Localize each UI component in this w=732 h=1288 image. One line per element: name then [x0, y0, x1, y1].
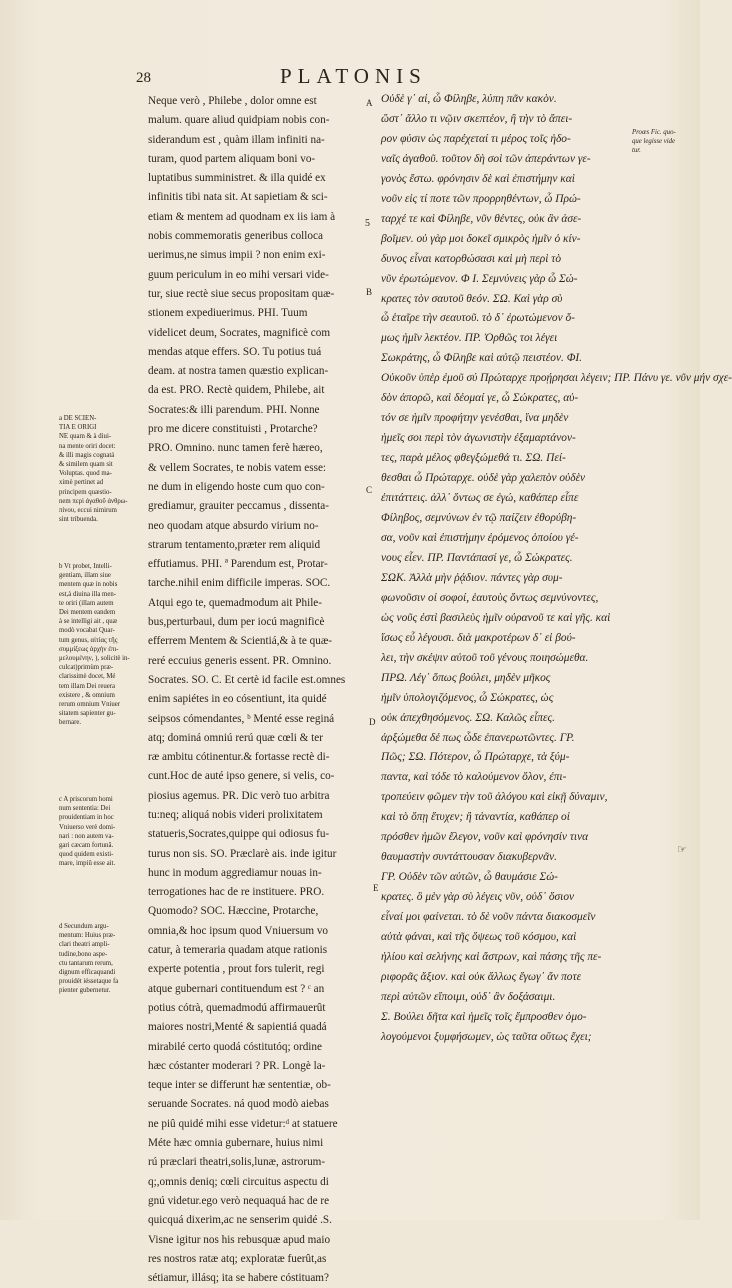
- greek-note-line: tur.: [632, 147, 641, 154]
- margin-note-line: b Vt probet, Intelli-: [59, 563, 112, 570]
- margin-note-line: tudine,bono aspe-: [59, 950, 108, 958]
- pointing-hand-icon: ☞: [677, 844, 687, 856]
- margin-note-line: gari cæcam fortunâ.: [59, 842, 114, 850]
- running-title: PLATONIS: [280, 64, 427, 88]
- latin-line: enim sapiétes in eo cósentiunt, ita quidé: [148, 693, 327, 706]
- page-number: 28: [136, 70, 151, 86]
- greek-line: ΓΡ. Οὐδὲν τῶν αὐτῶν, ὦ θαυμάσιε Σώ-: [381, 871, 558, 884]
- margin-note-line: num sententia: Dei: [59, 805, 111, 813]
- latin-line: seipsos cómendantes, ᵇ Menté esse reginá: [148, 712, 335, 725]
- greek-line: τες, παρὰ μέλος φθεγξώμεθά τι. ΣΩ. Πεί-: [381, 452, 566, 465]
- latin-line: Socrates. SO. C. Et certè id facile est.omnes: [148, 673, 346, 686]
- greek-line: φωνοῦσιν οἱ σοφοί, ἑαυτοὺς ὄντως σεμνύνοντες,: [381, 591, 599, 604]
- latin-line: Socrates:& illi parendum. PHI. Nonne: [148, 403, 320, 416]
- greek-line: θεσθαι ὦ Πρώταρχε. οὐδὲ γὰρ χαλεπὸν οὐδὲν: [381, 472, 586, 485]
- greek-line: αὐτὰ φάναι, καὶ τῆς ὄψεως τοῦ κόσμου, καὶ: [381, 931, 577, 944]
- latin-line: piosius agemus. PR. Dic verò tuo arbitra: [148, 789, 330, 802]
- greek-line: καὶ τὸ ὅπῃ ἔτυχεν; ἢ τἀναντία, καθάπερ οἱ: [381, 811, 570, 824]
- latin-line: tu:neq; aliquá nobis videri prolixitatem: [148, 808, 323, 821]
- margin-note-line: quod quidem existi-: [59, 851, 114, 859]
- latin-line: etiam & mentem ad quodnam ex iis iam à: [148, 210, 336, 223]
- latin-line: turam, quod partem aliquam boni vo-: [148, 152, 316, 165]
- greek-line: ἡλίου καὶ σελήνης καὶ ἄστρων, καὶ πάσης τῆς πε-: [381, 950, 602, 963]
- margin-note-line: & illi magis cognatá: [59, 451, 115, 459]
- latin-line: sétiamur, illásq; ita se habere cóstituam?: [148, 1272, 329, 1285]
- latin-line: deam. at nostra tamen quæstio explican-: [148, 365, 329, 378]
- greek-line: δὸν ἀπορῶ, καὶ δέομαί γε, ὦ Σώκρατες, αὐ-: [381, 392, 579, 405]
- margin-note-line: gentiam, illam siue: [59, 572, 111, 580]
- margin-note-line: pienter gubernetur.: [59, 987, 111, 995]
- greek-margin-note: [632, 128, 696, 155]
- latin-line: Méte hæc omnia gubernare, huius nimi: [148, 1137, 324, 1150]
- latin-line: catur, à temeraria quadam atque rationis: [148, 944, 328, 957]
- margin-note-line: TIA E ORIGI: [59, 424, 97, 432]
- latin-line: luptatibus sumministret. & illa quidé ex: [148, 172, 326, 185]
- latin-line: & vellem Socrates, te nobis vatem esse:: [148, 461, 327, 474]
- greek-line: λει, τὴν σκέψιν αὐτοῦ τοῦ γένους ποιησώμεθα.: [381, 651, 589, 664]
- greek-line: λογούμενοι ξυμφήσωμεν, ὡς ταῦτα οὕτως ἔχει;: [381, 1030, 592, 1043]
- latin-line: maiores nostri,Menté & sapientiá quadá: [148, 1021, 327, 1034]
- latin-line: gnú videtur.ego verò nequaquá hac de re: [148, 1194, 330, 1207]
- margin-note-line: tem illam Dei reuera: [59, 682, 116, 690]
- margin-note-line: mentum: Huius præ-: [59, 932, 116, 940]
- greek-line: νοῦν εἰς τί ποτε τῶν προρρηθέντων, ὦ Πρώ-: [381, 192, 581, 205]
- latin-line: Quomodo? SOC. Hæccine, Protarche,: [148, 905, 319, 918]
- latin-line: uerimus,ne simus impii ? non enim exi-: [148, 249, 326, 262]
- latin-line: omnia,& hoc ipsum quod Vniuersum vo: [148, 924, 329, 937]
- latin-line: Atqui ego te, quemadmodum ait Phile-: [148, 596, 322, 609]
- greek-line: ὡς νοῦς ἐστὶ βασιλεὺς ἡμῖν οὐρανοῦ τε καὶ γῆς. καὶ: [381, 611, 611, 624]
- margin-note-line: tum genus, αἰτίας τῆς: [59, 636, 118, 644]
- margin-note-line: c A priscorum homi: [59, 796, 113, 803]
- greek-line: ταρχέ τε καὶ Φίληβε, νῦν θέντες, οὐκ ἂν ἀσε-: [381, 212, 582, 225]
- greek-line: κρατες τὸν σαυτοῦ θεόν. ΣΩ. Καὶ γὰρ σὺ: [381, 292, 563, 305]
- greek-line: τροπεύειν φῶμεν τὴν τοῦ ἀλόγου καὶ εἰκῇ δύναμιν,: [381, 791, 608, 804]
- greek-line: σα, νοῦν καὶ ἐπιστήμην ἐρόμενος ὁποίου γέ-: [381, 531, 579, 544]
- greek-line: γονὸς ἔστω. φρόνησιν δὲ καὶ ἐπιστήμην καὶ: [381, 172, 575, 185]
- margin-note-d: [59, 922, 146, 996]
- margin-note-line: prouidét iéssetaque fa: [59, 978, 119, 986]
- latin-line: ræ ambitu cótinentur.& fortasse rectè di-: [148, 751, 330, 764]
- greek-line: μως ἡμῖν λεκτέον. ΠΡ. Ὀρθῶς τοι λέγει: [381, 332, 558, 345]
- latin-line: reré eccuius generis essent. PR. Omnino.: [148, 654, 332, 667]
- margin-note-line: dignum efficaquandi: [59, 969, 116, 977]
- latin-line: potius cótrà, quemadmodú affirmauerût: [148, 1001, 326, 1014]
- greek-line: ἡμεῖς σοι περὶ τὸν ἀγωνιστὴν ἐξαμαρτάνον-: [381, 432, 576, 445]
- latin-line: teque inter se differunt hæ sententiæ, ob-: [148, 1079, 331, 1092]
- latin-line: guum periculum in eo mihi versari vide-: [148, 268, 329, 281]
- margin-note-line: nem περὶ ἀγαθοῦ ἀνθρω-: [59, 497, 128, 505]
- margin-note-line: sint tribuenda.: [59, 516, 98, 524]
- latin-line: hunc in modum aggrediamur nouas in-: [148, 866, 322, 879]
- latin-line: effutiamus. PHI. ª Parendum est, Protar-: [148, 558, 328, 571]
- latin-line: pro me dicere constituisti , Protarche?: [148, 423, 318, 436]
- latin-line: nobis commemoratis generibus colloca: [148, 230, 323, 243]
- margin-note-line: nari : non autem va-: [59, 832, 114, 840]
- greek-line: ὥστ᾽ ἄλλο τι νῷιν σκεπτέον, ἢ τὴν τὸ ἄπει-: [381, 112, 573, 125]
- latin-line: PRO. Omnino. nunc tamen ferè hæreo,: [148, 442, 323, 455]
- latin-line: mendas atque effers. SO. Tu potius tuá: [148, 345, 322, 358]
- latin-line: efferrem Mentem & Scientiá,& à te quæ-: [148, 635, 333, 648]
- greek-line: Οὐδὲ γ᾽ αἱ, ὦ Φίληβε, λύπη πᾶν κακὸν.: [381, 93, 557, 105]
- greek-line: νους εἶεν. ΠΡ. Παντάπασί γε, ὦ Σώκρατες.: [381, 551, 573, 564]
- latin-line: mirabilé certo quodá cóstitutóq; ordine: [148, 1040, 322, 1053]
- margin-note-b: [59, 562, 146, 728]
- greek-line: οὐκ ἀπεχθησόμενος. ΣΩ. Καλῶς εἶπες.: [381, 711, 555, 724]
- margin-note-line: sitatem sapienter gu-: [59, 710, 116, 718]
- latin-line: tarche.nihil enim difficile imperas. SOC.: [148, 577, 331, 590]
- section-letter-e: E: [373, 883, 379, 893]
- margin-note-line: d Secundum argu-: [59, 923, 109, 930]
- latin-line: ne dum in eligendo hoste cum quo con-: [148, 480, 325, 493]
- latin-line: bus,perturbaui, dum per iocú magnificè: [148, 616, 325, 629]
- greek-line: κρατες. ὃ μὲν γὰρ σὺ λέγεις νῦν, οὐδ᾽ ὅσιον: [381, 891, 575, 904]
- greek-note-line: Proæs Fic. quo-: [632, 129, 676, 136]
- latin-line: atq; dominá omniú rerú quæ cœli & ter: [148, 731, 323, 744]
- latin-line: atque gubernari contituendum est ? ᶜ an: [148, 982, 325, 995]
- latin-line: ne piû quidé mihi esse videtur:ᵈ at statuere: [148, 1117, 338, 1130]
- latin-line: Neque verò , Philebe , dolor omne est: [148, 95, 317, 107]
- margin-note-line: πίνου, eccui nimirum: [59, 507, 117, 515]
- greek-line: ἀρξώμεθα δέ πως ὧδε ἐπανερωτῶντες. ΓΡ.: [381, 731, 575, 744]
- latin-line: experte potentia , prout fors tulerit, regi: [148, 963, 325, 976]
- greek-line: ριφορᾶς ἄξιον. καὶ οὐκ ἄλλως ἔγωγ᾽ ἄν ποτε: [381, 970, 582, 983]
- greek-line: πρόσθεν ἡμῶν ἔλεγον, νοῦν καὶ φρόνησίν τινα: [381, 831, 589, 844]
- margin-note-line: te oriri (illam autem: [59, 599, 114, 607]
- margin-note-c: [59, 795, 146, 869]
- greek-line: περὶ αὐτῶν εἴποιμι, οὐδ᾽ ἂν δοξάσαιμι.: [381, 990, 556, 1003]
- margin-note-line: mare, impiû esse ait.: [59, 860, 116, 868]
- margin-note-line: & similem quam sit: [59, 461, 113, 469]
- greek-line: δυνος εἶναι κατορθώσασι καὶ μὴ περὶ τὸ: [381, 252, 562, 265]
- section-letter-a: A: [366, 98, 373, 108]
- margin-note-line: modò vocabat Quar-: [59, 627, 115, 635]
- latin-line: malum. quare aliud quidpiam nobis con-: [148, 114, 330, 127]
- margin-note-line: principem quæstio-: [59, 488, 112, 496]
- margin-note-line: na mente oriri docet:: [59, 442, 116, 450]
- margin-note-line: existere , & omnium: [59, 691, 115, 699]
- latin-line: grediamur, grauiter peccamus , dissenta-: [148, 500, 329, 513]
- margin-note-line: συμμίξεως ἀρχὴν ἐπι-: [59, 645, 119, 653]
- latin-line: statueris,Socrates,quippe qui odiosus fu-: [148, 828, 330, 841]
- greek-line: ἐπιτάττεις. ἀλλ᾽ ὄντως σε ἐγώ, καθάπερ εἶπε: [381, 492, 579, 505]
- margin-note-line: mentem quæ in nobis: [59, 581, 118, 589]
- margin-note-line: Vniuerso verè domi-: [59, 823, 116, 831]
- latin-line: hæc cóstanter moderari ? PR. Longè la-: [148, 1059, 326, 1072]
- margin-note-line: ximè pertinet ad: [59, 479, 104, 487]
- latin-column: [148, 92, 360, 1288]
- greek-note-line: que legisse vide: [632, 138, 676, 145]
- margin-note-line: Voluptas. quod ma-: [59, 470, 112, 478]
- latin-line: Visne igitur nos his rebusquæ apud maio: [148, 1233, 331, 1246]
- greek-line: εἶναί μοι φαίνεται. τὸ δὲ νοῦν πάντα διακοσμεῖν: [381, 911, 596, 924]
- latin-line: cunt.Hoc de auté ipso genere, si velis, co-: [148, 770, 335, 783]
- latin-line: neo quodam atque absurdo virium no-: [148, 519, 319, 532]
- latin-line: q;,omnis deniq; cœli circuitus aspectu di: [148, 1175, 329, 1188]
- section-letter-b: B: [366, 287, 373, 297]
- latin-line: infinitis tibi nata sit. At sapietiam & sci-: [148, 191, 328, 204]
- greek-line: Σ. Βούλει δῆτα καὶ ἡμεῖς τοῖς ἔμπροσθεν ὁμο-: [381, 1010, 587, 1023]
- margin-note-line: ctu tantarum rerum,: [59, 959, 113, 967]
- greek-line: βοῖμεν. οὐ γὰρ μοι δοκεῖ σμικρὸς ἡμῖν ὁ κίν-: [381, 232, 581, 245]
- latin-line: da est. PRO. Rectè quidem, Philebe, ait: [148, 384, 325, 397]
- latin-line: tur, siue rectè siue secus propositam quæ-: [148, 287, 335, 300]
- greek-line: ΣΩΚ. Ἀλλὰ μὴν ῥᾴδιον. πάντες γὰρ συμ-: [381, 571, 563, 584]
- greek-line: ΠΡΩ. Λέγ᾽ ὅπως βούλει, μηδὲν μῆκος: [381, 671, 551, 684]
- latin-line: siderandum est , quàm illam infiniti na-: [148, 133, 325, 146]
- greek-line: θαυμαστὴν συντάττουσαν διακυβερνᾶν.: [381, 851, 557, 864]
- greek-line: νῦν ἐρωτώμενον. Φ Ι. Σεμνύνεις γὰρ ὦ Σώ-: [381, 272, 578, 285]
- greek-line: ἴσως εὖ λέγουσι. διὰ μακροτέρων δ᾽ εἰ βού-: [381, 631, 576, 644]
- latin-line: rú præclari theatri,solis,lunæ, astrorum-: [148, 1156, 326, 1169]
- margin-note-line: Dei mentem eandem: [59, 609, 116, 617]
- margin-note-line: clari theatri ampli-: [59, 941, 110, 949]
- greek-line: Σωκράτης, ὦ Φίληβε καὶ αὐτῷ πειστέον. ΦΙ.: [381, 352, 583, 365]
- section-letter-c: C: [366, 485, 373, 495]
- margin-note-line: bernare.: [59, 719, 82, 727]
- margin-note-line: clarissimè docet, Mé: [59, 673, 116, 681]
- latin-line: stionem expediuerimus. PHI. Tuum: [148, 307, 308, 320]
- latin-line: seruande Socrates. ná quod modò aiebas: [148, 1098, 329, 1111]
- greek-line: Πῶς; ΣΩ. Πότερον, ὦ Πρώταρχε, τὰ ξύμ-: [381, 751, 570, 764]
- margin-note-line: est,à diuina illa men-: [59, 590, 117, 598]
- greek-line: Οὐκοῦν ὑπὲρ ἐμοῦ σύ Πρώταρχε προῄρησαι λέγειν; ΠΡ. Πάνυ γε. νῦν μήν σχε-: [381, 372, 732, 385]
- latin-line: quicquá dixerim,ac ne senserim quidé .S.: [148, 1214, 332, 1227]
- margin-digit: 5: [365, 218, 370, 229]
- greek-line: παντα, καὶ τόδε τὸ καλούμενον ὅλον, ἐπι-: [381, 771, 567, 784]
- margin-note-line: rerum omnium Vniuer: [59, 701, 121, 709]
- latin-line: turus non sis. SO. Præclarè ais. inde igitur: [148, 847, 337, 860]
- latin-line: videlicet deum, Socrates, magnificè com: [148, 326, 331, 339]
- greek-line: ἡμῖν ὑπολογιζόμενος, ὦ Σώκρατες, ὡς: [381, 691, 554, 704]
- greek-line: ναῖς ἀγαθοῦ. τοῦτον δὴ σοὶ τῶν ἀπεράντων γε-: [381, 152, 591, 165]
- greek-line: τόν σε ἡμῖν προφήτην γενέσθαι, ἵνα μηδὲν: [381, 412, 569, 425]
- margin-note-line: à se intelligi ait , quæ: [59, 618, 118, 626]
- margin-note-line: NE quam & à diui-: [59, 433, 112, 441]
- section-letter-d: D: [369, 717, 376, 727]
- margin-note-line: a DE SCIEN-: [59, 415, 97, 422]
- greek-line: Φίληβος, σεμνύνων ἐν τῷ παίζειν ἐθορύβη-: [381, 512, 577, 525]
- latin-line: strarum tentamento,præter rem aliquid: [148, 538, 321, 551]
- margin-note-line: prouidentiam in hoc: [59, 814, 114, 822]
- margin-note-line: culcat)primùm præ-: [59, 664, 114, 672]
- greek-line: ρον φύσιν ὡς παρέχεταί τι μέρος τοῖς ἡδο-: [381, 132, 571, 145]
- margin-note-line: μελουμένην, ), solicitè in-: [59, 655, 130, 663]
- greek-line: ὦ ἑταῖρε τὴν σεαυτοῦ. τὸ δ᾽ ἐρωτώμενον ὅ-: [381, 312, 575, 325]
- margin-note-a: [59, 414, 146, 524]
- latin-line: res nostros ratæ atq; exploratæ fuerût,as: [148, 1252, 327, 1265]
- latin-line: terrogationes hac de re instituere. PRO.: [148, 886, 325, 899]
